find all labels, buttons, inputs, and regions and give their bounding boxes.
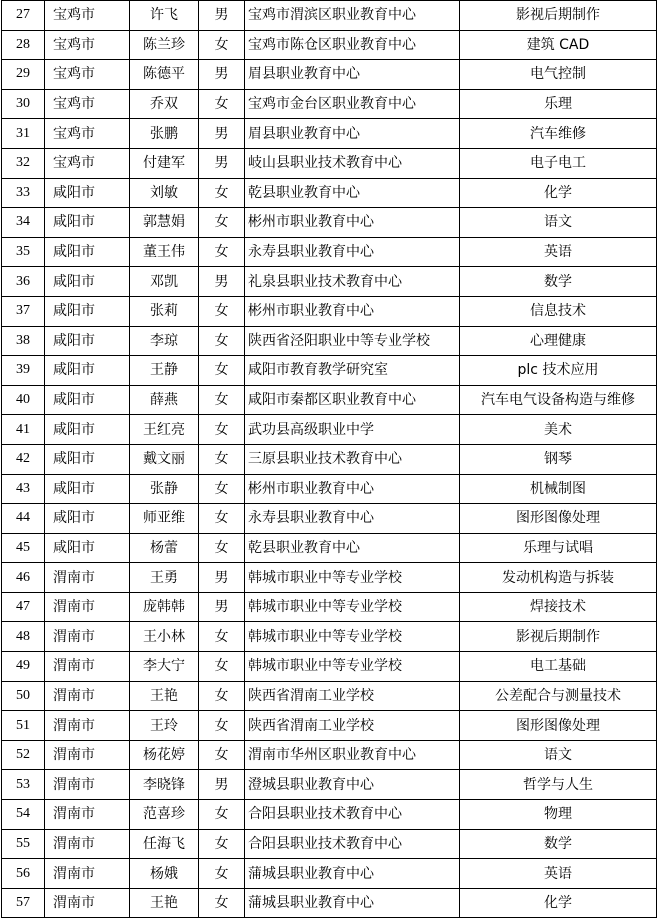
row-number: 48 [2,622,45,652]
table-row [2,504,657,534]
row-major: 心理健康 [460,326,657,356]
row-number: 52 [2,740,45,770]
row-gender: 女 [199,326,245,356]
row-school: 宝鸡市金台区职业教育中心 [245,89,460,119]
row-city: 咸阳市 [45,474,130,504]
row-city: 咸阳市 [45,326,130,356]
row-name: 戴文丽 [130,444,199,474]
row-school: 韩城市职业中等专业学校 [245,652,460,682]
row-number: 49 [2,652,45,682]
row-major: 影视后期制作 [460,1,657,31]
row-school: 宝鸡市陈仓区职业教育中心 [245,30,460,60]
row-number: 39 [2,356,45,386]
row-name: 王勇 [130,563,199,593]
row-major: 英语 [460,859,657,889]
row-number: 32 [2,148,45,178]
row-gender: 男 [199,119,245,149]
table-row [2,1,657,31]
row-gender: 女 [199,888,245,918]
table-row [2,89,657,119]
row-city: 咸阳市 [45,178,130,208]
row-city: 渭南市 [45,563,130,593]
table-row [2,859,657,889]
row-school: 彬州市职业教育中心 [245,474,460,504]
row-number: 50 [2,681,45,711]
row-city: 渭南市 [45,740,130,770]
row-name: 杨花婷 [130,740,199,770]
row-gender: 女 [199,415,245,445]
row-name: 杨娥 [130,859,199,889]
row-number: 45 [2,533,45,563]
row-number: 35 [2,237,45,267]
table-row [2,119,657,149]
row-school: 彬州市职业教育中心 [245,296,460,326]
row-major: 公差配合与测量技术 [460,681,657,711]
row-school: 合阳县职业技术教育中心 [245,829,460,859]
row-school: 彬州市职业教育中心 [245,208,460,238]
table-row [2,208,657,238]
row-school: 合阳县职业技术教育中心 [245,800,460,830]
row-school: 礼泉县职业技术教育中心 [245,267,460,297]
row-city: 咸阳市 [45,504,130,534]
row-number: 38 [2,326,45,356]
row-school: 永寿县职业教育中心 [245,237,460,267]
row-city: 咸阳市 [45,296,130,326]
row-number: 28 [2,30,45,60]
row-school: 永寿县职业教育中心 [245,504,460,534]
row-gender: 女 [199,178,245,208]
row-gender: 女 [199,237,245,267]
row-gender: 女 [199,208,245,238]
row-gender: 女 [199,622,245,652]
row-school: 眉县职业教育中心 [245,60,460,90]
row-number: 29 [2,60,45,90]
table-row [2,296,657,326]
row-name: 张莉 [130,296,199,326]
row-gender: 男 [199,148,245,178]
table-row [2,711,657,741]
row-number: 57 [2,888,45,918]
table-row [2,444,657,474]
row-school: 韩城市职业中等专业学校 [245,563,460,593]
row-gender: 男 [199,1,245,31]
row-school: 陕西省泾阳职业中等专业学校 [245,326,460,356]
row-number: 44 [2,504,45,534]
row-major: 哲学与人生 [460,770,657,800]
row-number: 43 [2,474,45,504]
row-major: 图形图像处理 [460,504,657,534]
row-name: 李琼 [130,326,199,356]
row-gender: 女 [199,533,245,563]
row-major: 电气控制 [460,60,657,90]
row-number: 31 [2,119,45,149]
row-name: 刘敏 [130,178,199,208]
row-number: 51 [2,711,45,741]
row-city: 宝鸡市 [45,148,130,178]
row-city: 渭南市 [45,711,130,741]
row-name: 陈德平 [130,60,199,90]
row-name: 薛燕 [130,385,199,415]
row-major: 语文 [460,208,657,238]
row-school: 陕西省渭南工业学校 [245,681,460,711]
row-name: 张静 [130,474,199,504]
row-school: 咸阳市秦都区职业教育中心 [245,385,460,415]
row-major: 语文 [460,740,657,770]
row-name: 李大宁 [130,652,199,682]
row-number: 55 [2,829,45,859]
row-name: 王红亮 [130,415,199,445]
row-city: 咸阳市 [45,208,130,238]
row-school: 乾县职业教育中心 [245,178,460,208]
row-major: 钢琴 [460,444,657,474]
row-gender: 女 [199,681,245,711]
table-row [2,681,657,711]
row-city: 咸阳市 [45,415,130,445]
row-major: 汽车电气设备构造与维修 [460,385,657,415]
row-gender: 男 [199,60,245,90]
row-major: 发动机构造与拆装 [460,563,657,593]
row-major: 乐理与试唱 [460,533,657,563]
row-name: 王艳 [130,888,199,918]
row-number: 37 [2,296,45,326]
table-row [2,533,657,563]
row-number: 36 [2,267,45,297]
row-number: 46 [2,563,45,593]
row-school: 岐山县职业技术教育中心 [245,148,460,178]
row-number: 42 [2,444,45,474]
row-major: plc 技术应用 [460,356,657,386]
table-row [2,415,657,445]
row-city: 宝鸡市 [45,1,130,31]
row-major: 机械制图 [460,474,657,504]
row-number: 47 [2,592,45,622]
row-gender: 女 [199,30,245,60]
roster-table-body [2,1,657,918]
row-number: 33 [2,178,45,208]
table-row [2,888,657,918]
row-major: 物理 [460,800,657,830]
row-gender: 女 [199,89,245,119]
row-number: 53 [2,770,45,800]
row-major: 英语 [460,237,657,267]
row-school: 三原县职业技术教育中心 [245,444,460,474]
row-school: 武功县高级职业中学 [245,415,460,445]
table-row [2,178,657,208]
row-number: 41 [2,415,45,445]
row-gender: 女 [199,740,245,770]
row-name: 乔双 [130,89,199,119]
table-row [2,770,657,800]
table-row [2,800,657,830]
row-name: 郭慧娟 [130,208,199,238]
row-school: 韩城市职业中等专业学校 [245,592,460,622]
row-name: 王静 [130,356,199,386]
row-city: 渭南市 [45,859,130,889]
table-row [2,563,657,593]
row-major: 美术 [460,415,657,445]
table-row [2,326,657,356]
row-city: 咸阳市 [45,356,130,386]
row-major: 数学 [460,267,657,297]
row-city: 宝鸡市 [45,30,130,60]
row-city: 咸阳市 [45,385,130,415]
table-row [2,267,657,297]
row-name: 王小林 [130,622,199,652]
table-row [2,474,657,504]
row-city: 宝鸡市 [45,60,130,90]
row-major: 化学 [460,888,657,918]
row-name: 张鹏 [130,119,199,149]
row-major: 信息技术 [460,296,657,326]
row-gender: 男 [199,770,245,800]
roster-table [1,0,657,918]
row-major: 影视后期制作 [460,622,657,652]
row-name: 陈兰珍 [130,30,199,60]
table-row [2,740,657,770]
row-name: 师亚维 [130,504,199,534]
row-name: 董王伟 [130,237,199,267]
row-gender: 女 [199,800,245,830]
table-row [2,237,657,267]
row-city: 渭南市 [45,800,130,830]
table-row [2,356,657,386]
row-name: 范喜珍 [130,800,199,830]
table-row [2,652,657,682]
row-number: 40 [2,385,45,415]
row-gender: 女 [199,444,245,474]
row-name: 付建军 [130,148,199,178]
row-number: 27 [2,1,45,31]
row-number: 34 [2,208,45,238]
row-major: 图形图像处理 [460,711,657,741]
table-row [2,385,657,415]
row-city: 渭南市 [45,652,130,682]
row-city: 渭南市 [45,888,130,918]
row-city: 咸阳市 [45,444,130,474]
table-row [2,622,657,652]
row-name: 许飞 [130,1,199,31]
row-city: 咸阳市 [45,267,130,297]
row-city: 宝鸡市 [45,89,130,119]
row-city: 渭南市 [45,829,130,859]
row-gender: 女 [199,296,245,326]
row-gender: 女 [199,829,245,859]
row-major: 电子电工 [460,148,657,178]
row-gender: 女 [199,504,245,534]
row-name: 杨蕾 [130,533,199,563]
row-school: 乾县职业教育中心 [245,533,460,563]
row-number: 56 [2,859,45,889]
row-school: 韩城市职业中等专业学校 [245,622,460,652]
row-name: 王玲 [130,711,199,741]
row-city: 渭南市 [45,770,130,800]
row-gender: 男 [199,267,245,297]
table-row [2,829,657,859]
row-school: 蒲城县职业教育中心 [245,888,460,918]
row-name: 庞韩韩 [130,592,199,622]
row-school: 渭南市华州区职业教育中心 [245,740,460,770]
row-school: 蒲城县职业教育中心 [245,859,460,889]
row-gender: 女 [199,652,245,682]
row-gender: 男 [199,563,245,593]
row-major: 焊接技术 [460,592,657,622]
table-row [2,592,657,622]
row-gender: 女 [199,474,245,504]
row-school: 咸阳市教育教学研究室 [245,356,460,386]
row-major: 乐理 [460,89,657,119]
row-name: 李晓锋 [130,770,199,800]
row-city: 宝鸡市 [45,119,130,149]
row-gender: 男 [199,592,245,622]
row-major: 化学 [460,178,657,208]
row-number: 54 [2,800,45,830]
row-school: 眉县职业教育中心 [245,119,460,149]
row-city: 渭南市 [45,592,130,622]
table-row [2,60,657,90]
row-city: 渭南市 [45,681,130,711]
row-number: 30 [2,89,45,119]
row-major: 汽车维修 [460,119,657,149]
row-major: 数学 [460,829,657,859]
row-city: 咸阳市 [45,533,130,563]
row-gender: 女 [199,711,245,741]
table-row [2,30,657,60]
row-name: 邓凯 [130,267,199,297]
row-major: 电工基础 [460,652,657,682]
row-school: 陕西省渭南工业学校 [245,711,460,741]
row-gender: 女 [199,356,245,386]
row-gender: 女 [199,859,245,889]
row-major: 建筑 CAD [460,30,657,60]
row-name: 王艳 [130,681,199,711]
table-row [2,148,657,178]
row-gender: 女 [199,385,245,415]
row-city: 咸阳市 [45,237,130,267]
row-school: 宝鸡市渭滨区职业教育中心 [245,1,460,31]
row-school: 澄城县职业教育中心 [245,770,460,800]
row-city: 渭南市 [45,622,130,652]
row-name: 任海飞 [130,829,199,859]
